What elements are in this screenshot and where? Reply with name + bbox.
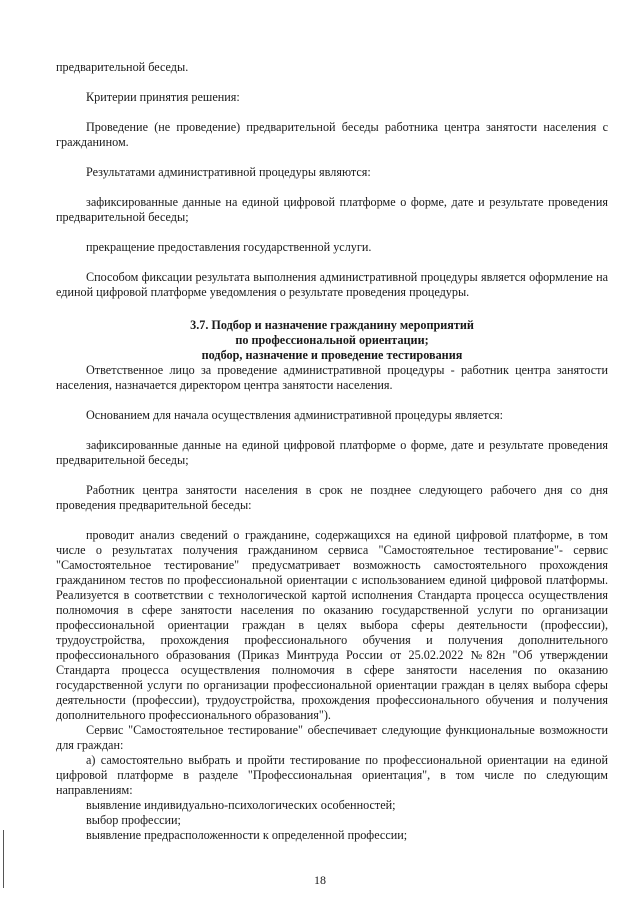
paragraph: Работник центра занятости населения в срок не позднее следующего рабочего дня со дня проведения предварительной беседы: (56, 483, 608, 512)
paragraph: а) самостоятельно выбрать и пройти тестирование по профессиональной ориентации на единой цифровой платформе в разделе "Профессиональная ориентация", в том числе по следующим направлениям: (56, 753, 608, 797)
paragraph: Критерии принятия решения: (86, 90, 240, 104)
list-item: выбор профессии; (86, 813, 181, 827)
list-item: выявление индивидуально-психологических особенностей; (86, 798, 396, 812)
paragraph: проводит анализ сведений о гражданине, содержащихся на единой цифровой платформе, в том числе о результатах получения гражданином сервиса "Самостоятельное тестирование"- сервис "Самостоятельное тестирование" предусматривает возможность самостоятельного прохождения гражданином тестов по профессиональной ориентации с использованием единой цифровой платформы. Реализуется в соответствии с технологической картой исполнения Стандарта процесса осуществления полномочия в сфере занятости населения по оказанию государственной услуги по организации профессиональной ориентации граждан в целях выбора сферы деятельности (профессии), трудоустройства, прохождения профессионального обучения и получения дополнительного профессионального образования (Приказ Минтруда России от 25.02.2022 №82н "Об утверждении Стандарта процесса осуществления полномочия в сфере занятости населения по оказанию государственной услуги по организации профессиональной ориентации граждан в целях выбора сферы деятельности (профессии), трудоустройства, прохождения профессионального обучения и получения дополнительного профессионального образования"). (56, 528, 608, 722)
paragraph: Ответственное лицо за проведение административной процедуры - работник центра занятости населения, назначается директором центра занятости населения. (56, 363, 608, 392)
section-heading-line: подбор, назначение и проведение тестирования (201, 348, 463, 362)
document-page (56, 60, 608, 843)
page-number: 18 (314, 873, 326, 887)
paragraph: Проведение (не проведение) предварительной беседы работника центра занятости населения с гражданином. (56, 120, 608, 149)
section-heading (56, 318, 608, 363)
paragraph: зафиксированные данные на единой цифровой платформе о форме, дате и результате проведения предварительной беседы; (56, 195, 608, 224)
paragraph: Сервис "Самостоятельное тестирование" обеспечивает следующие функциональные возможности для граждан: (56, 723, 608, 752)
list-item: выявление предрасположенности к определенной профессии; (86, 828, 408, 842)
section-heading-line: 3.7. Подбор и назначение гражданину мероприятий (190, 318, 474, 332)
paragraph: Результатами административной процедуры являются: (86, 165, 371, 179)
paragraph: предварительной беседы. (56, 60, 189, 74)
paragraph: Способом фиксации результата выполнения административной процедуры является оформление на единой цифровой платформе уведомления о результате проведения процедуры. (56, 270, 608, 299)
paragraph: прекращение предоставления государственной услуги. (86, 240, 372, 254)
paragraph: зафиксированные данные на единой цифровой платформе о форме, дате и результате проведения предварительной беседы; (56, 438, 608, 467)
paragraph: Основанием для начала осуществления административной процедуры является: (86, 408, 503, 422)
section-heading-line: по профессиональной ориентации; (235, 333, 429, 347)
